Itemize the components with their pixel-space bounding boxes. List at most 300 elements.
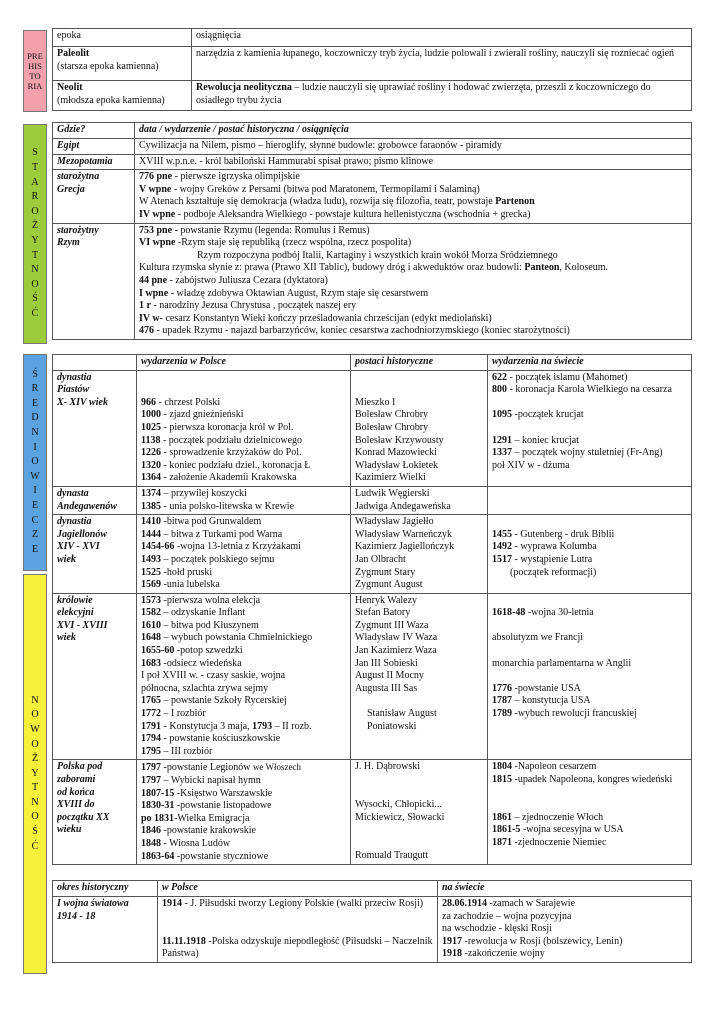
label-line: dynastia [57,371,92,383]
egypt-text: Cywilizacja na Nilem, pismo – hieroglify, słynne budowle: grobowce faraonów - piramidy [135,139,692,155]
date: 476 [139,325,154,337]
person: Romuald Traugutt [355,849,429,861]
band-letter: O [31,456,39,468]
label-line: wiek [57,632,76,644]
date: 28.06.1914 [442,898,487,909]
event-line [141,620,346,633]
person: Bolesław Chrobry [355,421,429,433]
event: – wybuch powstania Chmielnickiego [161,632,313,644]
person: Poniatowski [367,720,417,732]
rome-label [53,223,135,339]
band-letter: N [31,796,39,808]
band-sredniowiecze [23,354,47,571]
era-desc: – ludzie nauczyli się uprawiać rośliny i hodować zwierzęta, przeszli z koczowniczego do osiadłego trybu życia [196,82,651,106]
world-line [492,607,687,620]
date: 1385 [141,500,161,512]
event: - założenie Akademii Krakowska [161,472,297,484]
date: 1846 [141,825,161,837]
building: Panteon [524,262,560,274]
date: 1815 [492,774,512,785]
date: 1337 [492,447,512,459]
event-line [141,851,346,864]
poland-line [162,936,433,961]
partitions-label [53,760,137,865]
date: 1444 [141,528,161,540]
band-letter: Ć [31,840,39,852]
band-letter: HIS [28,61,42,71]
event: -odsiecz wiedeńska [161,657,242,669]
person: Stefan Batory [355,607,411,619]
date: 1804 [492,761,512,773]
world-line [492,824,687,837]
world-line: na wschodzie - klęski Rosji [442,923,552,935]
world-line [492,774,687,787]
event: - narodziny Jezusa Chrystusa , początek naszej ery [150,300,357,312]
row-neolit-label [53,81,192,111]
event: -Rzym staje się republiką (rzecz wspólna, rzecz pospolita) [175,237,412,249]
event-line [141,567,346,580]
event: - zabójstwo Juliusza Cezara (dyktatora) [167,274,328,286]
rome-line: Rzym rozpoczyna podbój Italii, Kartaginy i wszystkich krain wokół Morza Śródziemnego [197,249,558,261]
person: Henryk Walezy [355,594,418,606]
date: 1791 [141,720,161,732]
event: -unia lubelska [161,579,220,591]
rome-line [139,288,687,301]
date: 1 r [139,300,151,312]
date: 753 pne [139,224,173,236]
label-line: Jagiellonów [57,528,108,540]
row-paleolit-desc [192,47,692,81]
event: -Księstwo Warszawskie [174,787,273,799]
event-line [141,435,346,448]
event: -zjednoczenie Niemiec [512,836,607,848]
partitions-people [351,760,488,865]
date: 1569 [141,579,161,591]
date: 1410 [141,516,161,528]
event-line [141,501,346,514]
person: Zygmunt III Waza [355,619,429,631]
event: - pierwsze igrzyska olimpijskie [172,171,300,183]
row-neolit-desc [192,81,692,111]
event-line [141,721,346,734]
event-line [141,775,346,788]
event: -Napoleon cesarzem [512,761,597,773]
event: -Wielka Emigracja [174,812,250,824]
event: - wyprawa Kolumba [512,541,597,553]
event-line [141,516,346,529]
date: 1320 [141,459,161,471]
event: - koniec podziału dziel., koronacja Ł [161,459,311,471]
event: – początek wojny stuletniej (Fr-Ang) [512,447,663,459]
person: Zygmunt Stary [355,566,416,578]
label-line: Polska pod [57,761,103,773]
world-line [492,447,687,460]
label-line: Piastów [57,384,90,396]
person: Jan Kazimierz Waza [355,645,437,657]
person: Wysocki, Chłopicki... [355,799,442,811]
date: 1861-5 [492,824,521,836]
person: Bolesław Krzywousty [355,434,444,446]
date: 1525 [141,566,161,578]
date: po 1831 [141,812,175,824]
world-line [492,372,687,385]
event: - wojny Greków z Persami (bitwa pod Maratonem, Termopilami i Salaminą) [171,183,480,195]
event: W Atenach kształtuje się demokracja (władza ludu), rozwija się filozofia, teatr, powstaje [139,196,496,208]
date: 1025 [141,421,161,433]
band-letter: Ś [32,368,38,380]
event: - koronacja Karola Wielkiego na cesarza [507,384,672,396]
event: -Polska odzyskuje niepodległość (Piłsudski – Naczelnik Państwa) [162,935,433,960]
event: – przywilej koszycki [161,487,247,499]
band-letter: A [31,176,39,188]
partitions-world [488,760,692,865]
label-line: XVI - XVIII [57,619,108,631]
wwi-world [438,897,692,963]
event: - Gutenberg - druk Biblii [512,528,615,540]
building: Partenon [495,196,535,208]
band-letter: Z [31,529,39,541]
header-epoka: epoka [53,29,192,47]
label-line: 1914 - 18 [57,910,96,922]
greece-line [139,209,687,222]
band-letter: W [30,470,40,482]
egypt-label: Egipt [53,139,135,155]
date: 1582 [141,607,161,619]
event-line [141,579,346,592]
event: we Włoszech [252,762,302,773]
header-na-swiecie: na świecie [438,881,692,897]
row-paleolit-label [53,47,192,81]
middle-modern-table [52,354,692,865]
world-line [492,683,687,696]
person: Mickiewicz, Słowacki [355,811,445,823]
date: 1794 [141,733,161,745]
person: Jan Olbracht [355,553,406,565]
event: – II rozb. [272,720,312,732]
event-line [141,788,346,801]
band-prehistoria [23,30,47,112]
piast-people [351,370,488,486]
date: 800 [492,384,507,396]
person: Jan III Sobieski [355,657,418,669]
date: 1291 [492,434,512,446]
rome-line [139,237,687,250]
piast-world [488,370,692,486]
event: -potop szwedzki [174,645,243,657]
person: August II Mocny [355,670,424,682]
label-line: wiek [57,553,76,565]
world-line [442,936,687,949]
label-line: XIV - XVI [57,541,100,553]
event-line [141,488,346,501]
band-letter: Ś [32,826,38,838]
date: 1374 [141,487,161,499]
world-line: absolutyzm we Francji [492,632,584,644]
event: – III rozbiór [161,745,213,757]
event: - chrzest Polski [156,396,221,408]
date: 622 [492,371,507,383]
event: – bitwa z Turkami pod Warna [161,528,283,540]
band-letter: O [31,205,39,217]
date: 1573 [141,594,161,606]
band-letter: Ż [31,753,39,765]
band-letter: T [31,249,39,261]
date: 1364 [141,472,161,484]
person: Władysław Jagiełło [355,516,434,528]
world-line: (początek reformacji) [510,566,597,578]
date: 1765 [141,695,161,707]
date: 1226 [141,447,161,459]
header-swiat: wydarzenia na świecie [488,355,692,371]
person: J. H. Dąbrowski [355,761,420,773]
event: -hołd pruski [161,566,213,578]
event: - unia polsko-litewska w Krewie [161,500,295,512]
jagiellon-events [137,515,351,594]
band-letter: Ć [31,307,39,319]
header-empty [53,355,137,371]
event: – konstytucja USA [512,695,591,707]
rome-line [139,275,687,288]
header-gdzie: Gdzie? [53,123,135,139]
band-letter: T [31,162,39,174]
event: Kultura rzymska słynie z: prawa (Prawo XII Tablic), budowy dróg i akweduktów oraz budowli: [139,262,525,274]
world-line: poł XIV w - dżuma [492,459,570,471]
band-starozytnosc [23,124,47,344]
rome-line [139,313,687,326]
world-line [442,948,687,961]
world-line [492,708,687,721]
band-letter: RIA [27,81,43,91]
antiquity-table [52,122,692,340]
label-line: XVIII do [57,799,95,811]
event: - cesarz Konstantyn Wieki kończy prześladowania chrześcijan (edykt mediolański) [159,312,492,324]
date: 1807-15 [141,787,175,799]
event: – bitwa pod Kłuszynem [161,619,259,631]
piast-events [137,370,351,486]
rome-label-2: Rzym [57,237,80,249]
era-name: Neolit [57,82,83,93]
label-line: I wojna światowa [57,898,129,909]
header-data: data / wydarzenie / postać historyczna / osiągnięcia [135,123,692,139]
event-line: I poł XVIII w. - czasy saskie, wojna [141,670,286,682]
event-line [141,813,346,826]
event-line [141,761,346,775]
band-letter: I [33,485,37,497]
elected-world [488,593,692,760]
angevin-world [488,486,692,514]
band-letter: R [31,191,39,203]
label-line: dynastia [57,516,92,528]
angevin-events [137,486,351,514]
date: 1917 [442,935,462,947]
date: 1863-64 [141,850,175,862]
event: - władzę zdobywa Oktawian August, Rzym staje się cesarstwem [168,287,429,299]
band-letter: T [31,782,39,794]
greece-label [53,170,135,223]
date: 966 [141,396,156,408]
event: -rewolucja w Rosji (bolszewicy, Lenin) [462,935,623,947]
era-sub: (młodsza epoka kamienna) [57,94,165,106]
event-line [141,409,346,422]
event: - podboje Aleksandra Wielkiego - powstaje kultura hellenistyczna (wschodnia + grecka) [175,208,531,220]
person: Bolesław Chrobry [355,409,429,421]
event: – zjednoczenie Włoch [512,811,604,823]
era-sub: (starsza epoka kamienna) [57,60,159,72]
elected-people [351,593,488,760]
wwi-table [52,880,692,963]
band-letter: Ż [31,220,39,232]
event-line [141,658,346,671]
jagiellon-label [53,515,137,594]
event-line [141,447,346,460]
event: -wojna 30-letnia [525,607,594,619]
date: 1789 [492,708,512,720]
wwi-label [53,897,158,963]
world-line [492,529,687,542]
event: - początek podziału dzielnicowego [160,434,303,446]
event: -powstanie listopadowe [174,800,272,812]
person: Władysław IV Waza [355,632,438,644]
label-line: wieku [57,824,82,836]
event-line [141,554,346,567]
band-letter: D [31,412,39,424]
event-line [141,800,346,813]
world-line [492,409,687,422]
rome-line [139,325,687,338]
date: 1454-66 [141,541,175,553]
header-osiagniecia: osiągnięcia [192,29,692,47]
person: Zygmunt August [355,579,423,591]
greece-line [139,184,687,197]
piast-label [53,370,137,486]
event-line [141,825,346,838]
partitions-events [137,760,351,865]
header-polska: wydarzenia w Polsce [137,355,351,371]
header-postaci: postaci historyczne [351,355,488,371]
event: – koniec krucjat [512,434,579,446]
band-letter: S [32,147,38,159]
world-line [442,898,687,911]
event: - pierwsza koronacja król w Pol. [161,421,294,433]
event: -powstanie Legionów [161,762,253,774]
band-letter: I [33,441,37,453]
event: - Konstytucja 3 maja, [161,720,253,732]
person: Stanisław August [367,708,437,720]
date: 1793 [252,720,273,732]
poland-line [162,898,433,911]
world-line [492,812,687,825]
label-line: początku XX [57,811,110,823]
person: Kazimierz Wielki [355,472,426,484]
world-line [492,554,687,567]
event-line [141,695,346,708]
date: 11.11.1918 [162,935,206,947]
band-letter: R [31,383,39,395]
date: 1683 [141,657,161,669]
event: - sprowadzenie krzyżaków do Pol. [161,447,302,459]
event-line [141,632,346,645]
date: 1776 [492,682,512,694]
rome-line [139,225,687,238]
event: - powstanie kościuszkowskie [161,733,281,745]
mesopotamia-text: XVIII w.p.n.e. - król babiloński Hammurabi spisał prawo; pismo klinowe [135,154,692,170]
event: – Wybicki napisał hymn [161,775,261,786]
date: 1618-48 [492,607,526,619]
wwi-poland [158,897,438,963]
band-letter: N [31,427,39,439]
event-line [141,541,346,554]
event-line [141,708,346,721]
event: -powstanie krakowskie [161,825,256,837]
event: - Wiosna Ludów [161,837,231,849]
person: Władysław Warneńczyk [355,528,453,540]
label-line: od końca [57,786,95,798]
date: VI wpne [139,237,176,249]
greece-label-2: Grecja [57,183,85,195]
band-letter: O [31,738,39,750]
jagiellon-people [351,515,488,594]
date: 1138 [141,434,161,446]
date: 1492 [492,541,512,553]
rome-line [139,300,687,313]
event: -zakończenie wojny [462,948,545,960]
greece-line [139,171,687,184]
date: IV w [139,312,160,324]
person: Władysław Łokietek [355,459,439,471]
angevin-people [351,486,488,514]
event: – I rozbiór [161,708,206,720]
person: Kazimierz Jagiellończyk [355,541,455,553]
event: -zamach w Sarajewie [487,898,576,909]
person: Ludwik Węgierski [355,487,430,499]
header-okres: okres historyczny [53,881,158,897]
date: 1493 [141,553,161,565]
person: Mieszko I [355,396,396,408]
band-letter: E [31,543,39,555]
label-line: X- XIV wiek [57,396,108,408]
band-letter: Ś [32,293,38,305]
jagiellon-world [488,515,692,594]
date: 1830-31 [141,800,175,812]
event-line [141,460,346,473]
elected-label [53,593,137,760]
date: 1455 [492,528,512,540]
greece-text [135,170,692,223]
world-line: monarchia parlamentarna w Anglii [492,657,632,669]
event: – początek polskiego sejmu [161,553,275,565]
band-letter: Y [31,235,39,246]
date: 1655-60 [141,645,175,657]
header-w-polsce: w Polsce [158,881,438,897]
band-letter: Y [31,767,39,779]
date: 1914 [162,898,182,909]
event-line [141,746,346,759]
date: 1797 [141,762,161,774]
event: -bitwa pod Grunwaldem [161,516,262,528]
event: -powstanie USA [512,682,581,694]
label-line: królowie [57,594,93,606]
world-line [492,761,687,774]
label-line: Andegawenów [57,500,118,512]
event: - wystąpienie Lutra [512,553,593,565]
band-letter: W [30,723,40,735]
band-letter: PRE [27,51,43,61]
event-line [141,472,346,485]
event: – odzyskanie Inflant [161,607,246,619]
date: V wpne [139,183,172,195]
person: Augusta III Sas [355,682,418,694]
date: 1000 [141,409,161,421]
